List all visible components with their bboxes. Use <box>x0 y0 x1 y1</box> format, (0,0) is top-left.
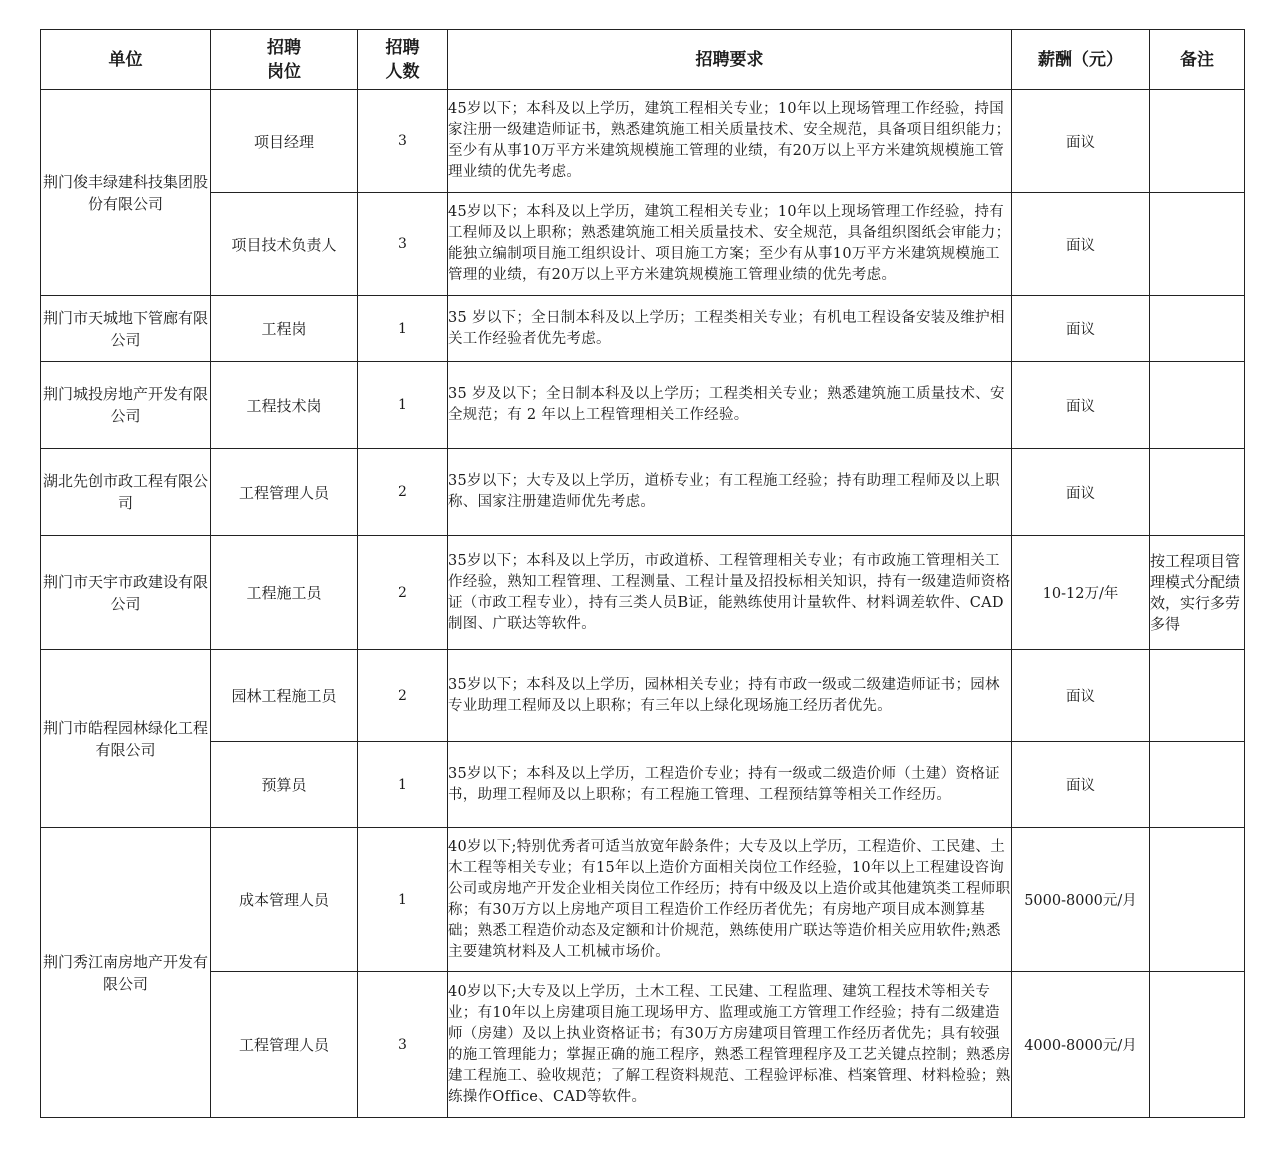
job-note <box>1150 972 1245 1118</box>
header-position <box>211 30 358 90</box>
header-count-line2: 人数 <box>385 61 420 82</box>
header-note: 备注 <box>1150 30 1245 90</box>
header-unit: 单位 <box>41 30 211 90</box>
job-count: 2 <box>358 449 448 536</box>
job-note <box>1150 296 1245 362</box>
table-row <box>41 362 1245 449</box>
table-row <box>41 972 1245 1118</box>
recruitment-table <box>40 29 1245 1118</box>
job-requirements: 35岁以下；本科及以上学历，园林相关专业；持有市政一级或二级建造师证书；园林专业助理工程师及以上职称；有三年以上绿化现场施工经历者优先。 <box>448 650 1012 742</box>
table-row <box>41 90 1245 193</box>
job-position: 工程岗 <box>211 296 358 362</box>
job-note <box>1150 449 1245 536</box>
header-count <box>358 30 448 90</box>
unit-name: 荆门市天城地下管廊有限公司 <box>41 296 211 362</box>
job-count: 2 <box>358 650 448 742</box>
job-salary: 面议 <box>1012 193 1150 296</box>
job-requirements: 45岁以下；本科及以上学历，建筑工程相关专业；10年以上现场管理工作经验，持国家注册一级建造师证书，熟悉建筑施工相关质量技术、安全规范，具备项目组织能力；至少有从事10万平方米建筑规模施工管理的业绩，有20万以上平方米建筑规模施工管理业绩的优先考虑。 <box>448 90 1012 193</box>
job-count: 1 <box>358 828 448 972</box>
job-note <box>1150 362 1245 449</box>
job-requirements: 35岁以下；大专及以上学历，道桥专业；有工程施工经验；持有助理工程师及以上职称、国家注册建造师优先考虑。 <box>448 449 1012 536</box>
job-salary: 面议 <box>1012 449 1150 536</box>
unit-name: 荆门俊丰绿建科技集团股份有限公司 <box>41 90 211 296</box>
job-requirements: 40岁以下;特别优秀者可适当放宽年龄条件；大专及以上学历，工程造价、工民建、土木工程等相关专业；有15年以上造价方面相关岗位工作经验，10年以上工程建设咨询公司或房地产开发企业相关岗位工作经历；持有中级及以上造价或其他建筑类工程师职称；有30万方以上房地产项目工程造价工作经历者优先；有房地产项目成本测算基础；熟悉工程造价动态及定额和计价规范，熟练使用广联达等造价相关应用软件;熟悉主要建筑材料及人工机械市场价。 <box>448 828 1012 972</box>
job-note <box>1150 828 1245 972</box>
job-requirements: 35 岁及以下；全日制本科及以上学历；工程类相关专业；熟悉建筑施工质量技术、安全规范；有 2 年以上工程管理相关工作经验。 <box>448 362 1012 449</box>
job-position: 项目技术负责人 <box>211 193 358 296</box>
unit-name: 荆门城投房地产开发有限公司 <box>41 362 211 449</box>
job-salary: 10-12万/年 <box>1012 536 1150 650</box>
unit-name: 荆门市皓程园林绿化工程有限公司 <box>41 650 211 828</box>
header-position-line2: 岗位 <box>267 61 301 82</box>
table-row <box>41 828 1245 972</box>
job-count: 1 <box>358 742 448 828</box>
job-note: 按工程项目管理模式分配绩效，实行多劳多得 <box>1150 536 1245 650</box>
job-requirements: 45岁以下；本科及以上学历，建筑工程相关专业；10年以上现场管理工作经验，持有工程师及以上职称；熟悉建筑施工相关质量技术、安全规范，具备组织图纸会审能力；能独立编制项目施工组织设计、项目施工方案；至少有从事10万平方米建筑规模施工管理的业绩，有20万以上平方米建筑规模施工管理业绩的优先考虑。 <box>448 193 1012 296</box>
job-position: 工程施工员 <box>211 536 358 650</box>
table-row <box>41 650 1245 742</box>
job-count: 3 <box>358 90 448 193</box>
job-count: 1 <box>358 296 448 362</box>
job-requirements: 40岁以下;大专及以上学历，土木工程、工民建、工程监理、建筑工程技术等相关专业；有10年以上房建项目施工现场甲方、监理或施工方管理工作经验；持有二级建造师（房建）及以上执业资格证书；有30万方房建项目管理工作经历者优先；具有较强的施工管理能力；掌握正确的施工程序，熟悉工程管理程序及工艺关键点控制；熟悉房建工程施工、验收规范；了解工程资料规范、工程验评标准、档案管理、材料检验；熟练操作Office、CAD等软件。 <box>448 972 1012 1118</box>
unit-name: 荆门秀江南房地产开发有限公司 <box>41 828 211 1118</box>
job-position: 预算员 <box>211 742 358 828</box>
job-note <box>1150 90 1245 193</box>
job-count: 1 <box>358 362 448 449</box>
job-position: 工程管理人员 <box>211 972 358 1118</box>
job-note <box>1150 650 1245 742</box>
header-row <box>41 30 1245 90</box>
table-row <box>41 449 1245 536</box>
job-count: 3 <box>358 193 448 296</box>
job-position: 园林工程施工员 <box>211 650 358 742</box>
job-salary: 面议 <box>1012 362 1150 449</box>
job-requirements: 35岁以下；本科及以上学历，市政道桥、工程管理相关专业；有市政施工管理相关工作经验，熟知工程管理、工程测量、工程计量及招投标相关知识，持有一级建造师资格证（市政工程专业），持有三类人员B证，能熟练使用计量软件、材料调差软件、CAD制图、广联达等软件。 <box>448 536 1012 650</box>
header-salary: 薪酬（元） <box>1012 30 1150 90</box>
header-requirements: 招聘要求 <box>448 30 1012 90</box>
job-requirements: 35岁以下；本科及以上学历，工程造价专业；持有一级或二级造价师（土建）资格证书，助理工程师及以上职称；有工程施工管理、工程预结算等相关工作经历。 <box>448 742 1012 828</box>
job-salary: 面议 <box>1012 296 1150 362</box>
job-note <box>1150 193 1245 296</box>
job-salary: 面议 <box>1012 742 1150 828</box>
header-position-line1: 招聘 <box>267 37 301 58</box>
job-position: 工程技术岗 <box>211 362 358 449</box>
job-count: 2 <box>358 536 448 650</box>
job-salary: 4000-8000元/月 <box>1012 972 1150 1118</box>
table-row <box>41 536 1245 650</box>
job-note <box>1150 742 1245 828</box>
job-salary: 面议 <box>1012 650 1150 742</box>
job-count: 3 <box>358 972 448 1118</box>
job-requirements: 35 岁以下；全日制本科及以上学历；工程类相关专业；有机电工程设备安装及维护相关工作经验者优先考虑。 <box>448 296 1012 362</box>
job-position: 工程管理人员 <box>211 449 358 536</box>
unit-name: 湖北先创市政工程有限公司 <box>41 449 211 536</box>
table-row <box>41 193 1245 296</box>
job-position: 成本管理人员 <box>211 828 358 972</box>
table-row <box>41 742 1245 828</box>
header-count-line1: 招聘 <box>385 37 420 58</box>
job-position: 项目经理 <box>211 90 358 193</box>
job-salary: 5000-8000元/月 <box>1012 828 1150 972</box>
table-row <box>41 296 1245 362</box>
unit-name: 荆门市天宇市政建设有限公司 <box>41 536 211 650</box>
job-salary: 面议 <box>1012 90 1150 193</box>
